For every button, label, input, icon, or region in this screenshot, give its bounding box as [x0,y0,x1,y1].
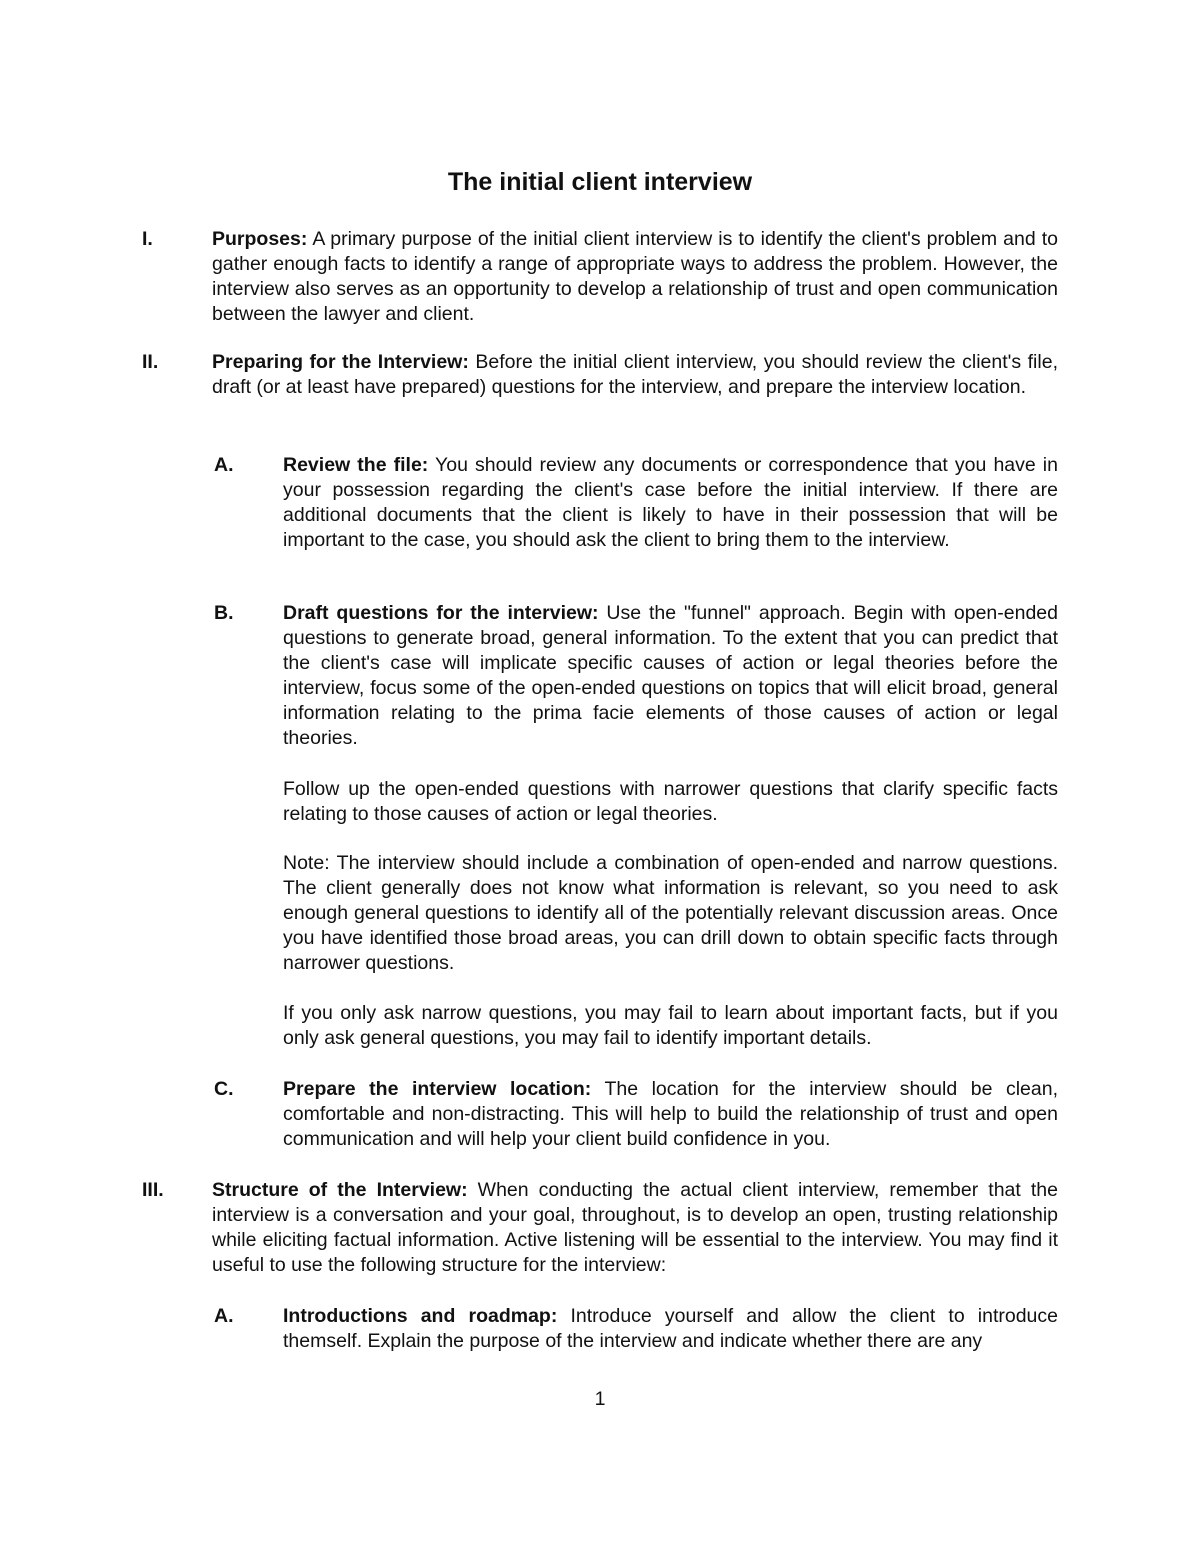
document-title: The initial client interview [447,168,753,196]
subsection-text: Use the "funnel" approach. Begin with open-ended questions to generate broad, general information. To the extent that you can predict that the client's case will implicate specific causes of action or legal theories before the interview, focus some of the open-ended questions on topics that will elicit broad, general information relating to the prima facie elements of those causes of action or legal theories. [283,602,1058,749]
subsection-paragraph [283,1077,1058,1152]
section-paragraph [212,1178,1058,1278]
subsection-paragraph-conclusion: If you only ask narrow questions, you may fail to learn about important facts, but if you only ask general questions, you may fail to identify important details. [283,1002,1058,1049]
subsection-heading: Review the file: [283,454,429,476]
subsection-paragraph [283,1304,1058,1354]
page-number: 1 [594,1388,606,1410]
subsection-paragraph [283,453,1058,553]
subsection-paragraph-followup: Follow up the open-ended questions with narrower questions that clarify specific facts relating to those causes of action or legal theories. [283,778,1058,825]
subsection-heading: Prepare the interview location: [283,1078,592,1100]
subsection-text: Introduce yourself and allow the client to introduce themself. Explain the purpose of the interview and indicate whether there are any [283,1305,1059,1352]
subsection-letter: C. [214,1078,234,1100]
section-heading: Purposes: [212,228,308,250]
subsection-paragraph [283,601,1058,751]
section-heading: Structure of the Interview: [212,1179,468,1201]
section-numeral: II. [142,351,159,373]
subsection-text: The location for the interview should be clean, comfortable and non-distracting. This will help to build the relationship of trust and open communication and will help your client build confidence in you. [283,1078,1058,1150]
subsection-heading: Introductions and roadmap: [283,1305,558,1327]
subsection-text: You should review any documents or correspondence that you have in your possession regarding the client's case before the initial interview. If there are additional documents that the client is likely to have in their possession that will be important to the case, you should ask the client to bring them to the interview. [283,454,1058,551]
subsection-letter: A. [214,454,234,476]
subsection-letter: A. [214,1305,234,1327]
subsection-letter: B. [214,602,234,624]
section-text: Before the initial client interview, you should review the client's file, draft (or at least have prepared) questions for the interview, and prepare the interview location. [212,351,1058,398]
subsection-heading: Draft questions for the interview: [283,602,599,624]
section-text: A primary purpose of the initial client interview is to identify the client's problem and to gather enough facts to identify a range of appropriate ways to address the problem. However, the interview also serves as an opportunity to develop a relationship of trust and open communication between the lawyer and client. [212,228,1058,325]
section-numeral: I. [142,228,153,250]
section-heading: Preparing for the Interview: [212,351,469,373]
section-paragraph [212,227,1058,327]
section-text: When conducting the actual client interview, remember that the interview is a conversation and your goal, throughout, is to develop an open, trusting relationship while eliciting factual information. Active listening will be essential to the interview. You may find it useful to use the following structure for the interview: [212,1179,1058,1276]
subsection-paragraph-note: Note: The interview should include a combination of open-ended and narrow questions. The client generally does not know what information is relevant, so you need to ask enough general questions to identify all of the potentially relevant discussion areas. Once you have identified those broad areas, you can drill down to obtain specific facts through narrower questions. [283,852,1058,974]
section-numeral: III. [142,1179,164,1201]
section-paragraph [212,350,1058,400]
